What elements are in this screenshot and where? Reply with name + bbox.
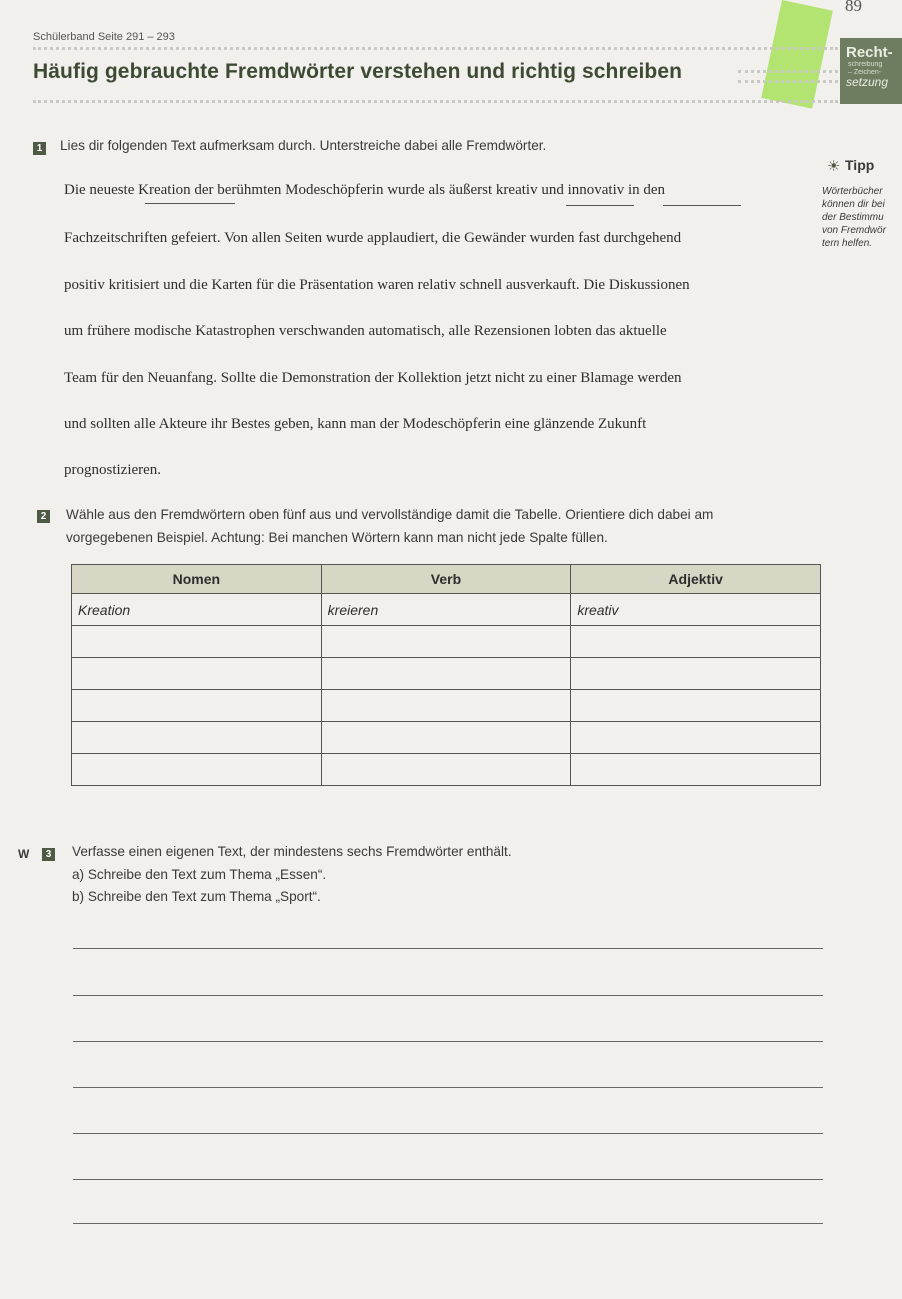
table-cell[interactable] xyxy=(571,690,821,722)
tip-text-line: Wörterbücher xyxy=(822,186,883,197)
handwritten-underline xyxy=(566,205,634,206)
writing-line[interactable] xyxy=(73,995,823,996)
table-row xyxy=(72,754,821,786)
writing-line[interactable] xyxy=(73,1087,823,1088)
dotted-divider xyxy=(738,70,838,73)
tip-text-line: können dir bei xyxy=(822,199,885,210)
table-cell[interactable] xyxy=(72,658,322,690)
task1-instruction: Lies dir folgenden Text aufmerksam durch. Unterstreiche dabei alle Fremdwörter. xyxy=(60,138,547,153)
lightbulb-icon: ☀ xyxy=(827,158,841,175)
writing-line[interactable] xyxy=(73,1041,823,1042)
word-forms-table xyxy=(71,564,821,786)
chapter-tab-line: schreibung xyxy=(848,61,883,68)
table-header-row xyxy=(72,565,821,594)
table-cell[interactable] xyxy=(321,690,571,722)
dotted-divider xyxy=(738,80,838,83)
tip-label: Tipp xyxy=(845,157,875,173)
text-line: prognostizieren. xyxy=(64,462,162,478)
tip-text-line: tern helfen. xyxy=(822,238,873,249)
page-number: 89 xyxy=(845,0,862,15)
writing-line[interactable] xyxy=(73,1223,823,1224)
column-header-nomen: Nomen xyxy=(72,565,322,594)
text-line: Die neueste Kreation der berühmten Modeschöpferin wurde als äußerst kreativ und innovativ in den xyxy=(64,182,666,198)
tip-text-line: von Fremdwör xyxy=(822,225,886,236)
page-title: Häufig gebrauchte Fremdwörter verstehen und richtig schreiben xyxy=(33,60,683,83)
table-row xyxy=(72,658,821,690)
task2-instruction: Wähle aus den Fremdwörtern oben fünf aus und vervollständige damit die Tabelle. Orientiere dich dabei am xyxy=(66,507,714,522)
writing-line[interactable] xyxy=(73,1133,823,1134)
table-cell: kreieren xyxy=(321,594,571,626)
task2-instruction: vorgegebenen Beispiel. Achtung: Bei manchen Wörtern kann man nicht jede Spalte füllen. xyxy=(66,530,608,545)
table-row xyxy=(72,626,821,658)
dotted-divider xyxy=(33,100,838,103)
column-header-adjektiv: Adjektiv xyxy=(571,565,821,594)
text-line: Team für den Neuanfang. Sollte die Demonstration der Kollektion jetzt nicht zu einer Blamage werden xyxy=(64,370,682,386)
table-cell[interactable] xyxy=(72,626,322,658)
table-cell: Kreation xyxy=(72,594,322,626)
table-cell[interactable] xyxy=(72,690,322,722)
table-cell[interactable] xyxy=(571,754,821,786)
dotted-divider xyxy=(33,47,838,50)
task-number-badge: 1 xyxy=(33,142,46,155)
differentiation-marker: W xyxy=(18,847,30,861)
task3-option-b: b) Schreibe den Text zum Thema „Sport“. xyxy=(72,889,321,904)
text-line: um frühere modische Katastrophen verschwanden automatisch, alle Rezensionen lobten das aktuelle xyxy=(64,323,667,339)
table-cell[interactable] xyxy=(571,722,821,754)
table-cell[interactable] xyxy=(321,754,571,786)
text-line: und sollten alle Akteure ihr Bestes geben, kann man der Modeschöpferin eine glänzende Zukunft xyxy=(64,416,647,432)
writing-line[interactable] xyxy=(73,1179,823,1180)
table-cell[interactable] xyxy=(321,722,571,754)
table-cell[interactable] xyxy=(571,626,821,658)
table-cell[interactable] xyxy=(321,626,571,658)
table-cell[interactable] xyxy=(72,754,322,786)
highlighter-mark xyxy=(761,0,833,109)
task-number-badge: 2 xyxy=(37,510,50,523)
text-line: positiv kritisiert und die Karten für die Präsentation waren relativ schnell ausverkauft. Die Diskussionen xyxy=(64,277,690,293)
chapter-tab xyxy=(840,38,902,104)
table-cell[interactable] xyxy=(571,658,821,690)
tip-text-line: der Bestimmu xyxy=(822,212,884,223)
table-row xyxy=(72,690,821,722)
table-row xyxy=(72,594,821,626)
student-book-reference: Schülerband Seite 291 – 293 xyxy=(33,31,175,43)
handwritten-underline xyxy=(145,203,235,204)
task3-instruction: Verfasse einen eigenen Text, der mindestens sechs Fremdwörter enthält. xyxy=(72,844,512,859)
chapter-tab-line: – Zeichen- xyxy=(848,69,882,76)
table-cell: kreativ xyxy=(571,594,821,626)
writing-line[interactable] xyxy=(73,948,823,949)
table-cell[interactable] xyxy=(72,722,322,754)
text-line: Fachzeitschriften gefeiert. Von allen Seiten wurde applaudiert, die Gewänder wurden fast durchgehend xyxy=(64,230,682,246)
column-header-verb: Verb xyxy=(321,565,571,594)
task-number-badge: 3 xyxy=(42,848,55,861)
table-cell[interactable] xyxy=(321,658,571,690)
handwritten-underline xyxy=(663,205,741,206)
chapter-tab-line: setzung xyxy=(846,75,889,89)
table-row xyxy=(72,722,821,754)
task3-option-a: a) Schreibe den Text zum Thema „Essen“. xyxy=(72,867,327,882)
chapter-tab-line: Recht- xyxy=(846,44,893,61)
